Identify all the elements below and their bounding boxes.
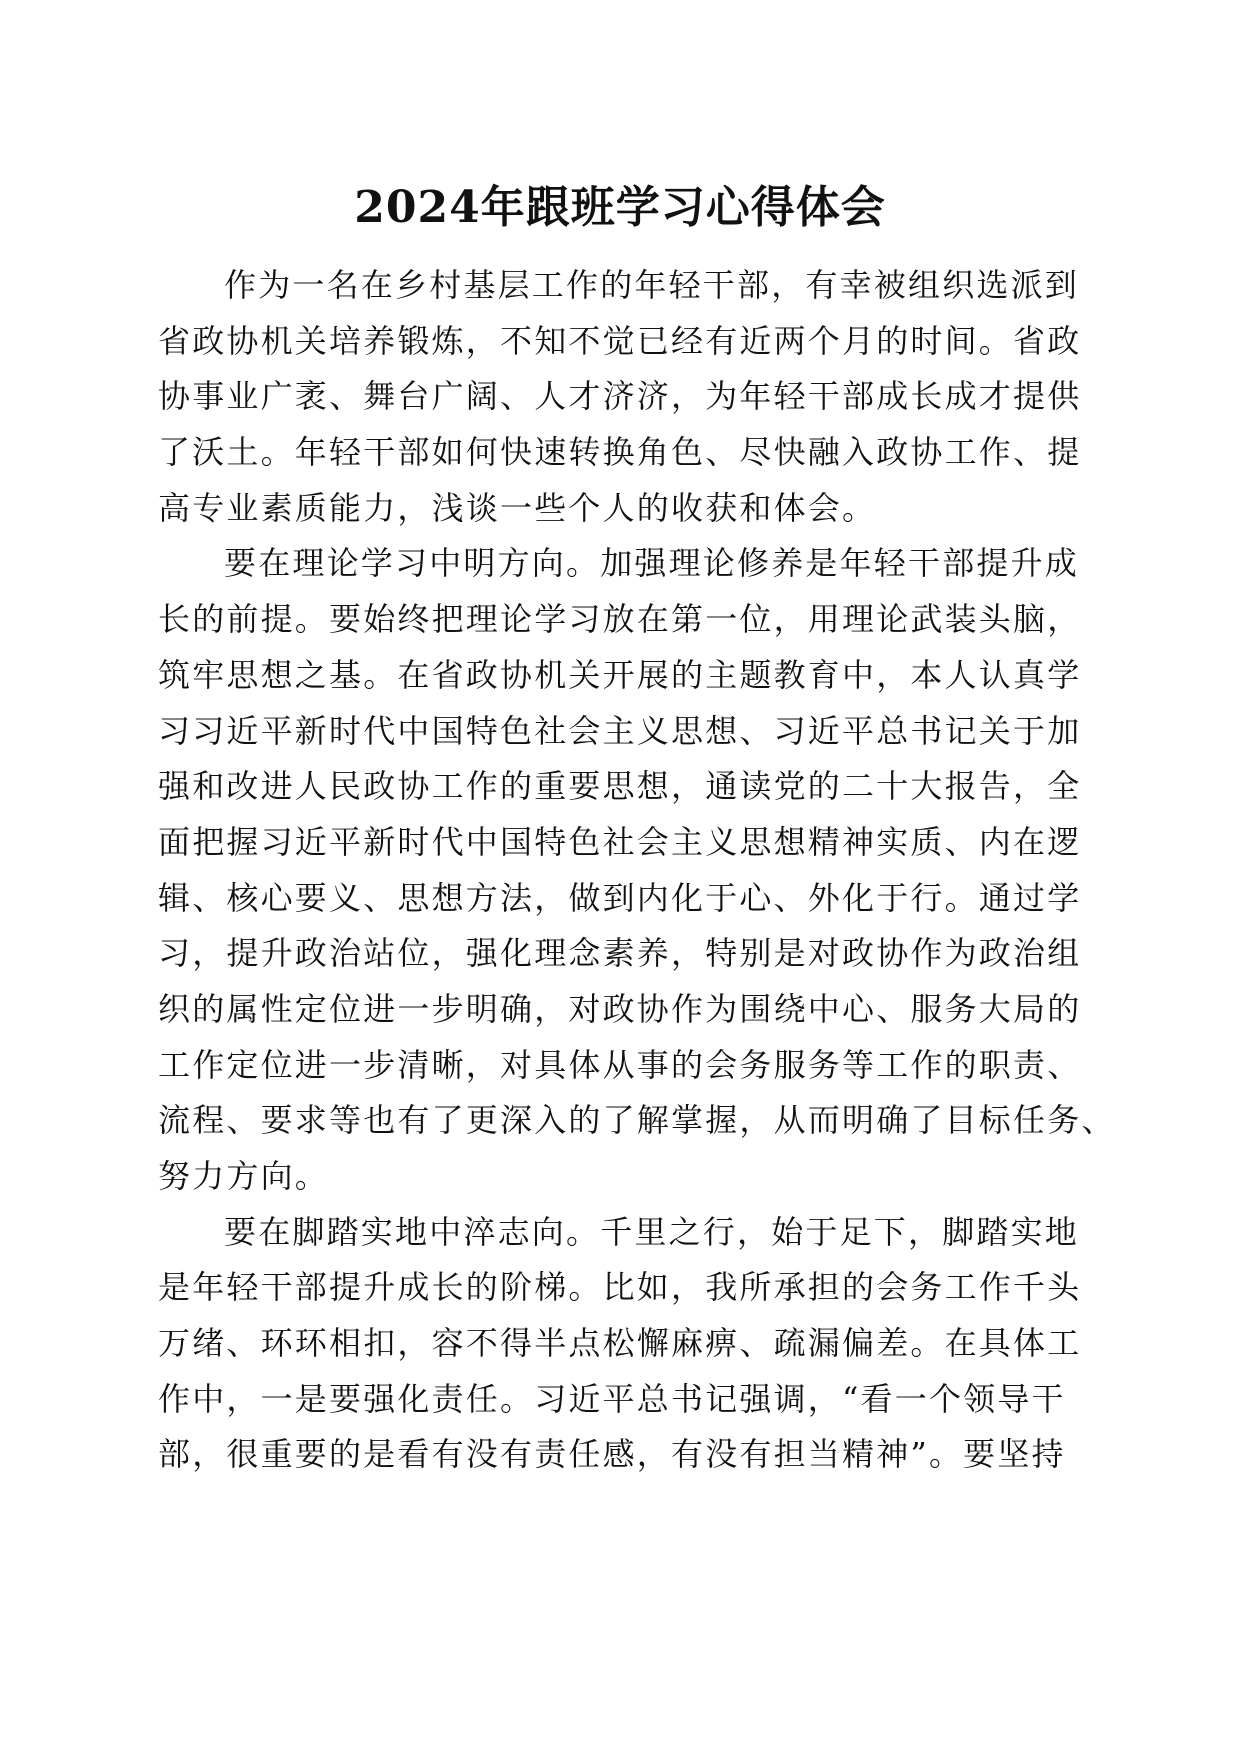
paragraph-3-line-4: 作中，一是要强化责任。习近平总书记强调，“看一个领导干 — [158, 1379, 1066, 1418]
paragraph-2-line-11: 流程、要求等也有了更深入的了解掌握，从而明确了目标任务、 — [158, 1101, 1116, 1140]
paragraph-1-line-4: 了沃土。年轻干部如何快速转换角色、尽快融入政协工作、提 — [158, 433, 1082, 472]
paragraph-1-line-1: 作为一名在乡村基层工作的年轻干部，有幸被组织选派到 — [224, 266, 1080, 304]
paragraph-2-line-4: 习习近平新时代中国特色社会主义思想、习近平总书记关于加 — [158, 711, 1082, 750]
paragraph-2-line-2: 长的前提。要始终把理论学习放在第一位，用理论武装头脑， — [158, 600, 1082, 639]
paragraph-1-line-5: 高专业素质能力，浅谈一些个人的收获和体会。 — [158, 488, 877, 527]
paragraph-2-line-10: 工作定位进一步清晰，对具体从事的会务服务等工作的职责、 — [158, 1045, 1082, 1084]
paragraph-3-line-2: 是年轻干部提升成长的阶梯。比如，我所承担的会务工作千头 — [158, 1268, 1082, 1307]
paragraph-2-line-9: 织的属性定位进一步明确，对政协作为围绕中心、服务大局的 — [158, 989, 1082, 1028]
paragraph-3-line-5: 部，很重要的是看有没有责任感，有没有担当精神”。要坚持 — [158, 1435, 1066, 1474]
paragraph-2-line-7: 辑、核心要义、思想方法，做到内化于心、外化于行。通过学 — [158, 878, 1082, 917]
paragraph-1-line-2: 省政协机关培养锻炼，不知不觉已经有近两个月的时间。省政 — [158, 321, 1082, 360]
paragraph-3-line-1: 要在脚踏实地中淬志向。千里之行，始于足下，脚踏实地 — [224, 1212, 1080, 1251]
document-body — [158, 258, 1116, 1483]
paragraph-2-line-1: 要在理论学习中明方向。加强理论修养是年轻干部提升成 — [224, 544, 1080, 583]
paragraph-1-line-3: 协事业广袤、舞台广阔、人才济济，为年轻干部成长成才提供 — [158, 377, 1082, 416]
document-title: 2024年跟班学习心得体会 — [354, 182, 886, 233]
paragraph-2-line-8: 习，提升政治站位，强化理念素养，特别是对政协作为政治组 — [158, 934, 1082, 973]
paragraph-2-line-3: 筑牢思想之基。在省政协机关开展的主题教育中，本人认真学 — [158, 655, 1082, 694]
paragraph-3-line-3: 万绪、环环相扣，容不得半点松懈麻痹、疏漏偏差。在具体工 — [158, 1324, 1082, 1363]
paragraph-2-line-12: 努力方向。 — [158, 1157, 330, 1195]
paragraph-2-line-6: 面把握习近平新时代中国特色社会主义思想精神实质、内在逻 — [158, 822, 1082, 861]
paragraph-2-line-5: 强和改进人民政协工作的重要思想，通读党的二十大报告，全 — [158, 767, 1082, 806]
